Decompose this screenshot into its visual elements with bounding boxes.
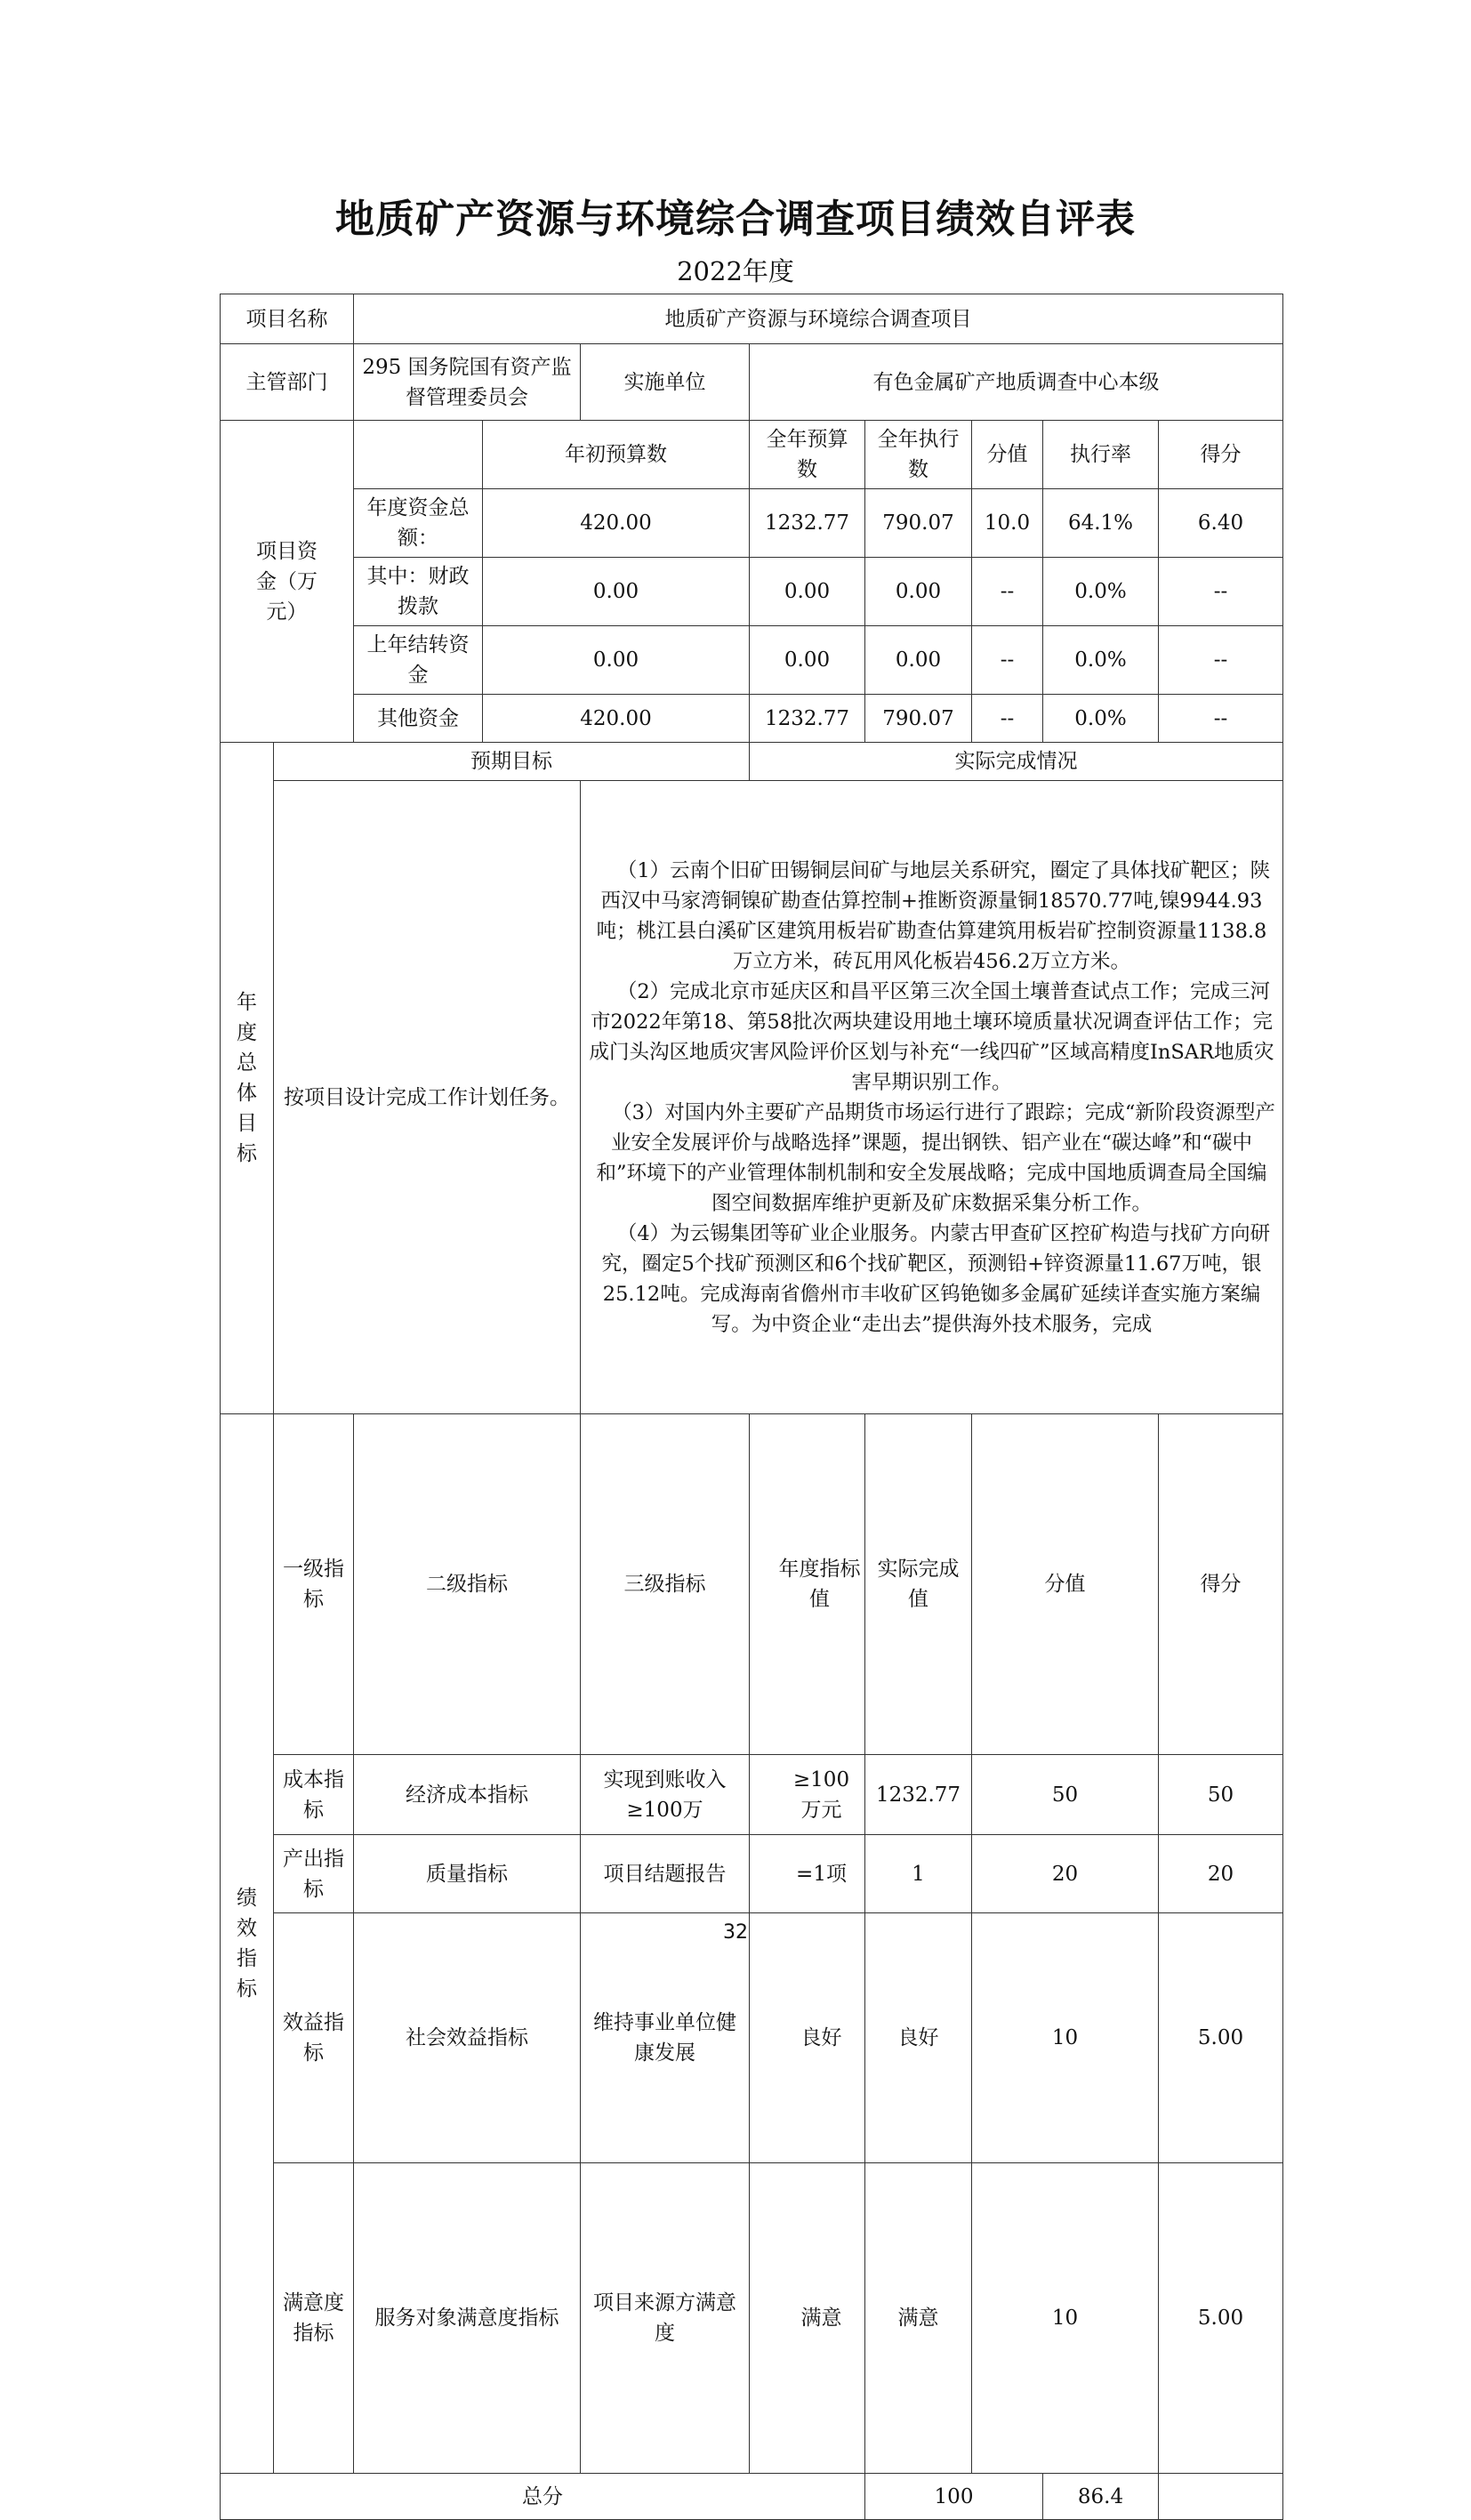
department-row: [221, 344, 1283, 421]
indicator-score: 50: [972, 1755, 1159, 1835]
expected-goal-text: 按项目设计完成工作计划任务。: [274, 781, 581, 1414]
indicator-l3: 实现到账收入≥100万: [581, 1755, 750, 1835]
actual-paragraph: （1）云南个旧矿田锡铜层间矿与地层关系研究，圈定了具体找矿靶区；陕西汉中马家湾铜镍矿勘查估算控制+推断资源量铜18570.77吨,镍9944.93吨；桃江县白溪矿区建筑用板岩矿勘查估算建筑用板岩矿控制资源量1138.8万立方米，砖瓦用风化板岩456.2万立方米。: [596, 858, 1271, 973]
funds-cell: 790.07: [865, 489, 972, 558]
funds-header: 全年预算数: [750, 421, 865, 489]
performance-table: [220, 294, 1283, 2520]
project-name-value: 地质矿产资源与环境综合调查项目: [354, 294, 1283, 344]
performance-label: 绩效指标: [221, 1414, 274, 2474]
indicator-row: [221, 2163, 1283, 2474]
project-name-row: [221, 294, 1283, 344]
funds-header: 分值: [972, 421, 1043, 489]
funds-cell: 0.0%: [1043, 695, 1159, 743]
indicator-l2: 经济成本指标: [354, 1755, 581, 1835]
indicator-row: [221, 1755, 1283, 1835]
total-label: 总分: [221, 2474, 865, 2520]
actual-paragraph: （2）完成北京市延庆区和昌平区第三次全国土壤普查试点工作；完成三河市2022年第18、第58批次两块建设用地土壤环境质量状况调查评估工作；完成门头沟区地质灾害风险评价区划与补充“一线四矿”区域高精度InSAR地质灾害早期识别工作。: [589, 979, 1274, 1094]
funds-cell: --: [1159, 695, 1283, 743]
funds-cell: 0.0%: [1043, 626, 1159, 695]
indicator-header-row: [221, 1414, 1283, 1755]
report-year: 2022年度: [677, 256, 794, 286]
funds-cell: 420.00: [483, 695, 750, 743]
funds-cell: 0.00: [483, 626, 750, 695]
funds-cell: 6.40: [1159, 489, 1283, 558]
funds-cell: --: [972, 558, 1043, 626]
dept-label: 主管部门: [221, 344, 354, 421]
funds-row-label: 上年结转资金: [354, 626, 483, 695]
funds-cell: 64.1%: [1043, 489, 1159, 558]
indicator-l1: 满意度指标: [274, 2163, 354, 2474]
funds-cell: --: [972, 626, 1043, 695]
indicator-l3: 维持事业单位健康发展: [581, 1913, 750, 2163]
funds-header: 年初预算数: [483, 421, 750, 489]
funds-row: [221, 695, 1283, 743]
funds-cell: 0.0%: [1043, 558, 1159, 626]
goals-row: [221, 781, 1283, 1414]
funds-header-blank: [354, 421, 483, 489]
total-score: 100: [865, 2474, 1043, 2520]
indicator-l3: 项目来源方满意度: [581, 2163, 750, 2474]
funds-header: 全年执行数: [865, 421, 972, 489]
indicator-l1: 成本指标: [274, 1755, 354, 1835]
indicator-score: 10: [972, 2163, 1159, 2474]
indicator-got: 20: [1159, 1835, 1283, 1913]
indicator-header: 年度指标值: [750, 1414, 865, 1755]
indicator-header: 三级指标: [581, 1414, 750, 1755]
indicator-got: 5.00: [1159, 1913, 1283, 2163]
indicator-row: [221, 1835, 1283, 1913]
actual-paragraph: （4）为云锡集团等矿业企业服务。内蒙古甲查矿区控矿构造与找矿方向研究，圈定5个找矿预测区和6个找矿靶区，预测铅+锌资源量11.67万吨，银25.12吨。完成海南省儋州市丰收矿区钨铯铷多金属矿延续详查实施方案编写。为中资企业“走出去”提供海外技术服务，完成: [601, 1221, 1271, 1336]
indicator-l1: 产出指标: [274, 1835, 354, 1913]
funds-cell: 0.00: [483, 558, 750, 626]
funds-row-label: 其中：财政拨款: [354, 558, 483, 626]
dept-value: 295 国务院国有资产监督管理委员会: [354, 344, 581, 421]
funds-cell: 0.00: [750, 626, 865, 695]
funds-cell: 1232.77: [750, 489, 865, 558]
indicator-actual: 良好: [865, 1913, 972, 2163]
funds-header-row: [221, 421, 1283, 489]
indicator-header: 一级指标: [274, 1414, 354, 1755]
indicator-l2: 质量指标: [354, 1835, 581, 1913]
funds-cell: 790.07: [865, 695, 972, 743]
total-got: 86.4: [1043, 2474, 1159, 2520]
indicator-header: 得分: [1159, 1414, 1283, 1755]
indicator-actual: 满意: [865, 2163, 972, 2474]
indicator-target: 满意: [750, 2163, 865, 2474]
indicator-l2: 服务对象满意度指标: [354, 2163, 581, 2474]
page-number: 32: [723, 1921, 748, 1944]
funds-cell: 0.00: [750, 558, 865, 626]
funds-cell: 0.00: [865, 626, 972, 695]
funds-row: [221, 489, 1283, 558]
indicator-got: 50: [1159, 1755, 1283, 1835]
expected-goal-header: 预期目标: [274, 743, 750, 781]
indicator-header: 分值: [972, 1414, 1159, 1755]
indicator-actual: 1: [865, 1835, 972, 1913]
indicator-target: ≥100万元: [750, 1755, 865, 1835]
funds-cell: --: [1159, 558, 1283, 626]
indicator-row: [221, 1913, 1283, 2163]
funds-row-label: 其他资金: [354, 695, 483, 743]
indicator-header: 二级指标: [354, 1414, 581, 1755]
total-row: [221, 2474, 1283, 2520]
indicator-l2: 社会效益指标: [354, 1913, 581, 2163]
indicator-target: =1项: [750, 1835, 865, 1913]
funds-row: [221, 558, 1283, 626]
funds-row-label: 年度资金总额：: [354, 489, 483, 558]
indicator-target: 良好: [750, 1913, 865, 2163]
indicator-got: 5.00: [1159, 2163, 1283, 2474]
funds-cell: 0.00: [865, 558, 972, 626]
indicator-actual: 1232.77: [865, 1755, 972, 1835]
funds-cell: 1232.77: [750, 695, 865, 743]
indicator-score: 10: [972, 1913, 1159, 2163]
funds-cell: 420.00: [483, 489, 750, 558]
funds-cell: --: [972, 695, 1043, 743]
funds-row: [221, 626, 1283, 695]
impl-value: 有色金属矿产地质调查中心本级: [750, 344, 1283, 421]
actual-paragraph: （3）对国内外主要矿产品期货市场运行进行了跟踪；完成“新阶段资源型产业安全发展评价与战略选择”课题，提出钢铁、铝产业在“碳达峰”和“碳中和”环境下的产业管理体制机制和安全发展战略；完成中国地质调查局全国编图空间数据库维护更新及矿床数据采集分析工作。: [596, 1100, 1275, 1215]
funds-header: 执行率: [1043, 421, 1159, 489]
indicator-l3: 项目结题报告: [581, 1835, 750, 1913]
goals-header-row: [221, 743, 1283, 781]
funds-header: 得分: [1159, 421, 1283, 489]
project-name-label: 项目名称: [221, 294, 354, 344]
funds-label: 项目资金（万元）: [221, 421, 354, 743]
impl-label: 实施单位: [581, 344, 750, 421]
indicator-score: 20: [972, 1835, 1159, 1913]
page-title: 地质矿产资源与环境综合调查项目绩效自评表: [335, 197, 1136, 242]
actual-completion-header: 实际完成情况: [750, 743, 1283, 781]
funds-cell: 10.0: [972, 489, 1043, 558]
goals-label: 年度总体目标: [221, 743, 274, 1414]
indicator-l1: 效益指标: [274, 1913, 354, 2163]
total-blank: [1159, 2474, 1283, 2520]
indicator-header: 实际完成值: [865, 1414, 972, 1755]
funds-cell: --: [1159, 626, 1283, 695]
actual-completion-text: [581, 781, 1283, 1414]
